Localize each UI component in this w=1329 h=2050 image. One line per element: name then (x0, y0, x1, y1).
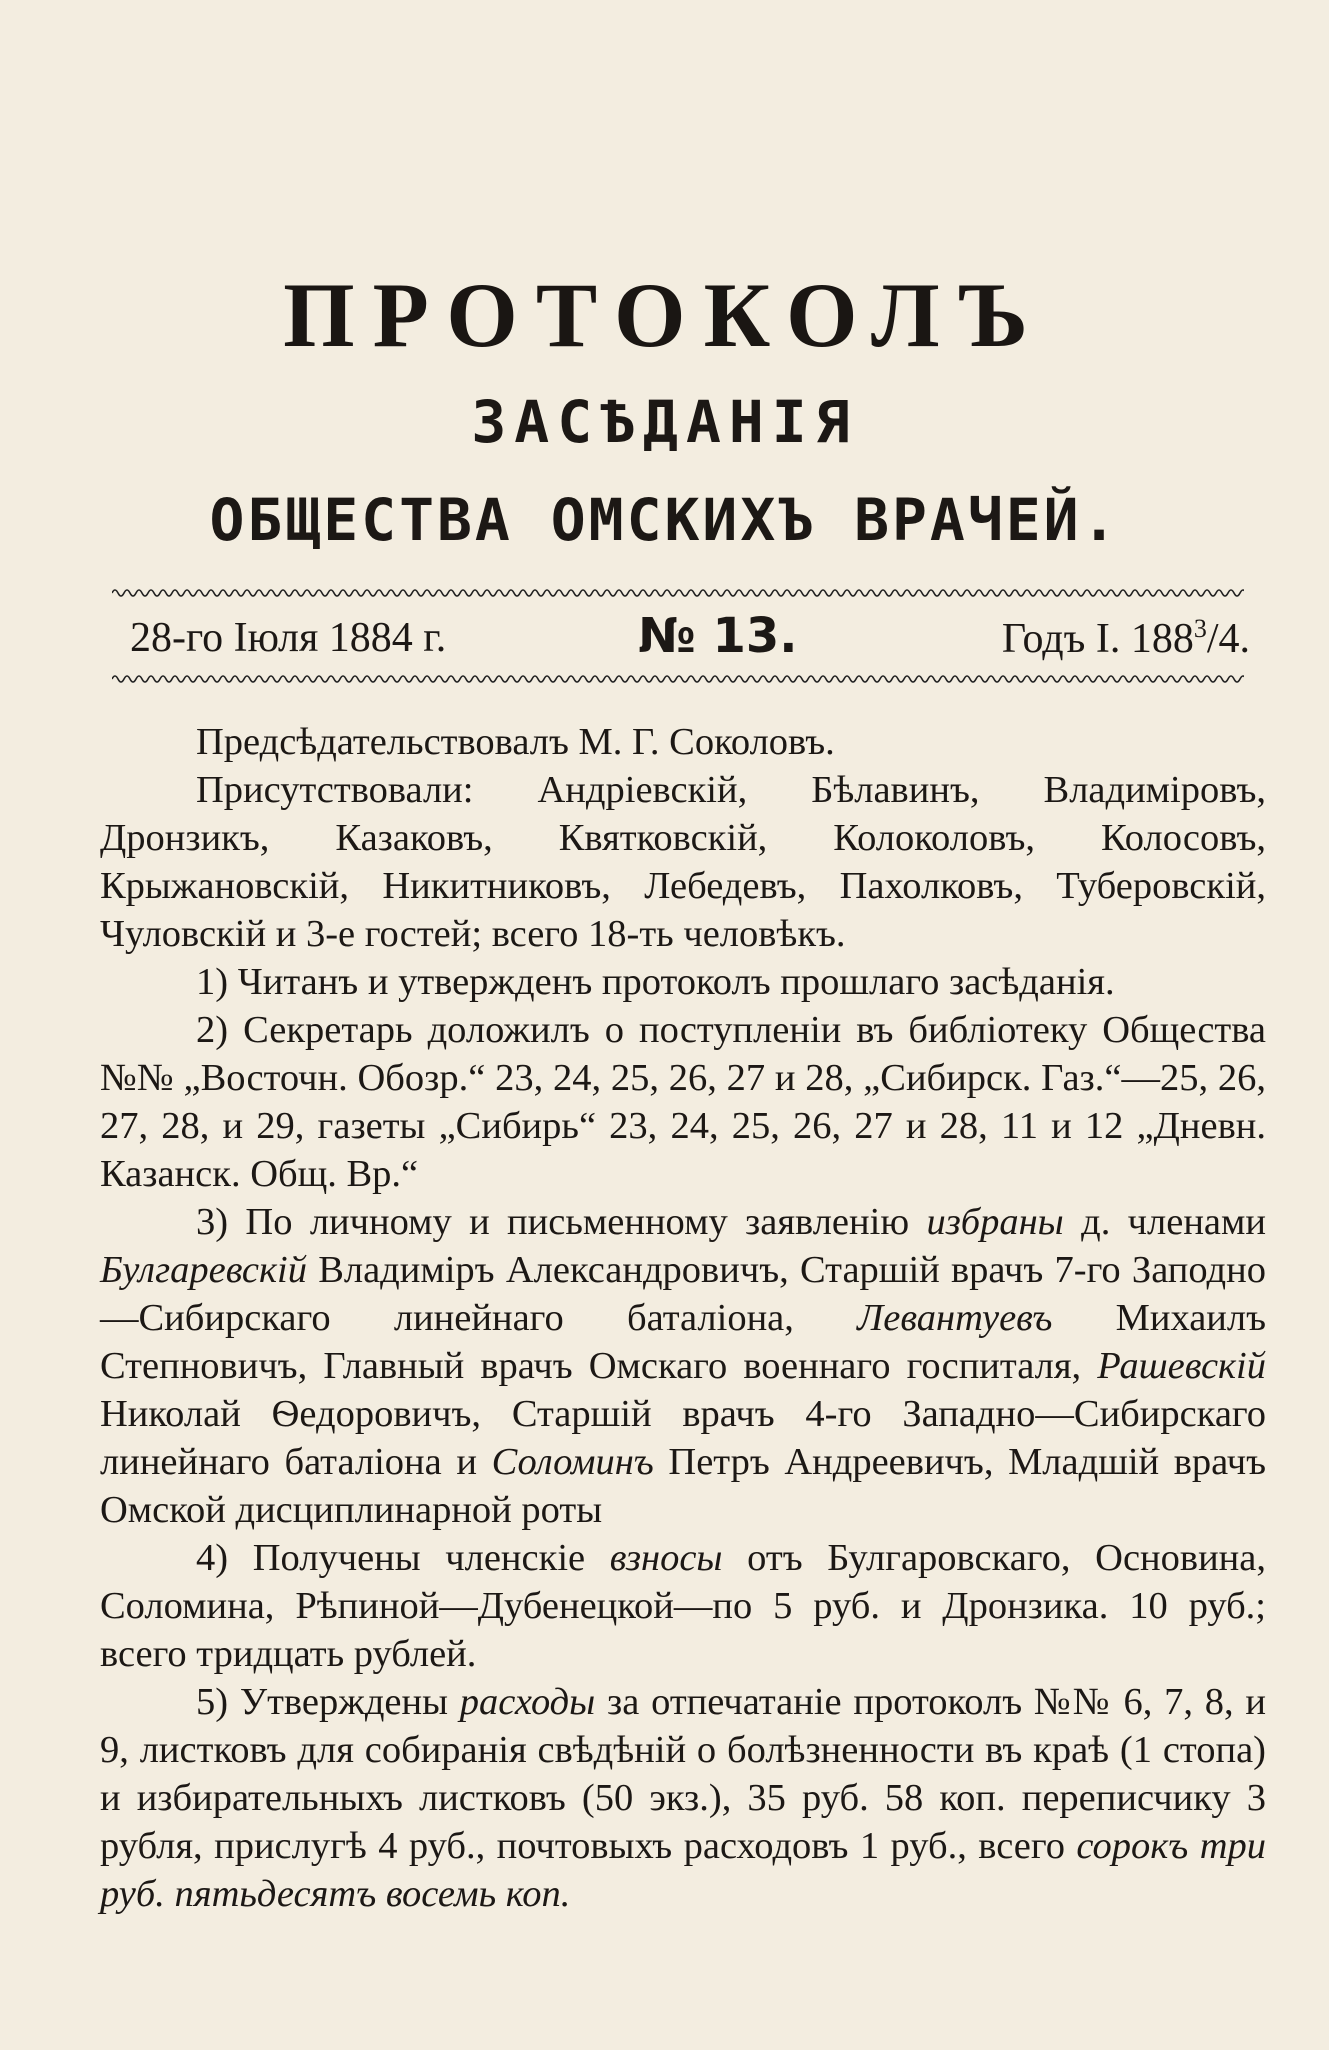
protocol-body (100, 718, 1266, 1918)
paragraph-item-3: 3) По личному и письменному заявленію избраны д. членами Булгаревскій Владиміръ Александровичъ, Старшій врачъ 7-го Заподно—Сибирскаго линейнаго баталіона, Левантуевъ Михаилъ Степновичъ, Главный врачъ Омскаго военнаго госпиталя, Рашевскій Николай Ѳедоровичъ, Старшій врачъ 4-го Западно—Сибирскаго линейнаго баталіона и Соломинъ Петръ Андреевичъ, Младшій врачъ Омской дисциплинарной роты (100, 1201, 1266, 1531)
document-subtitle-session: ЗАСѢДАНІЯ (471, 388, 858, 456)
wavy-rule-top (112, 586, 1244, 600)
paragraph-item-4: 4) Получены членскіе взносы отъ Булгаровскаго, Основина, Соломина, Рѣпиной—Дубенецкой—по 5 руб. и Дронзика. 10 руб.; всего тридцать рублей. (100, 1537, 1266, 1675)
issue-date: 28-го Іюля 1884 г. (130, 615, 447, 661)
paragraph-chair: Предсѣдательствовалъ М. Г. Соколовъ. (196, 721, 835, 763)
document-title: ПРОТОКОЛЪ (283, 264, 1046, 366)
paragraph-item-2: 2) Секретарь доложилъ о поступленіи въ библіотеку Общества №№ „Восточн. Обозр.“ 23, 24, 25, 26, 27 и 28, „Сибирск. Газ.“—25, 26, 27, 28, и 29, газеты „Сибирь“ 23, 24, 25, 26, 27 и 28, 11 и 12 „Дневн. Казанск. Общ. Вр.“ (100, 1009, 1266, 1195)
issue-number: № 13. (638, 608, 798, 664)
document-subtitle-society: ОБЩЕСТВА ОМСКИХЪ ВРАЧЕЙ. (209, 486, 1120, 554)
issue-year: Годъ I. $188^3/4$. (1001, 614, 1250, 662)
wavy-rule-bottom (112, 672, 1244, 686)
paragraph-present: Присутствовали: Андріевскій, Бѣлавинъ, Владиміровъ, Дронзикъ, Казаковъ, Квятковскій, Колоколовъ, Колосовъ, Крыжановскій, Никитниковъ, Лебедевъ, Пахолковъ, Туберовскій, Чуловскій и 3-е гостей; всего 18-ть человѣкъ. (100, 769, 1266, 955)
paragraph-item-5: 5) Утверждены расходы за отпечатаніе протоколъ №№ 6, 7, 8, и 9, листковъ для собиранія свѣдѣній о болѣзненности въ краѣ (1 стопа) и избирательныхъ листковъ (50 экз.), 35 руб. 58 коп. переписчику 3 рубля, прислугѣ 4 руб., почтовыхъ расходовъ 1 руб., всего сорокъ три руб. пятьдесятъ восемь коп. (100, 1681, 1266, 1915)
paragraph-item-1: 1) Читанъ и утвержденъ протоколъ прошлаго засѣданія. (196, 961, 1115, 1003)
issue-header (130, 608, 1260, 668)
